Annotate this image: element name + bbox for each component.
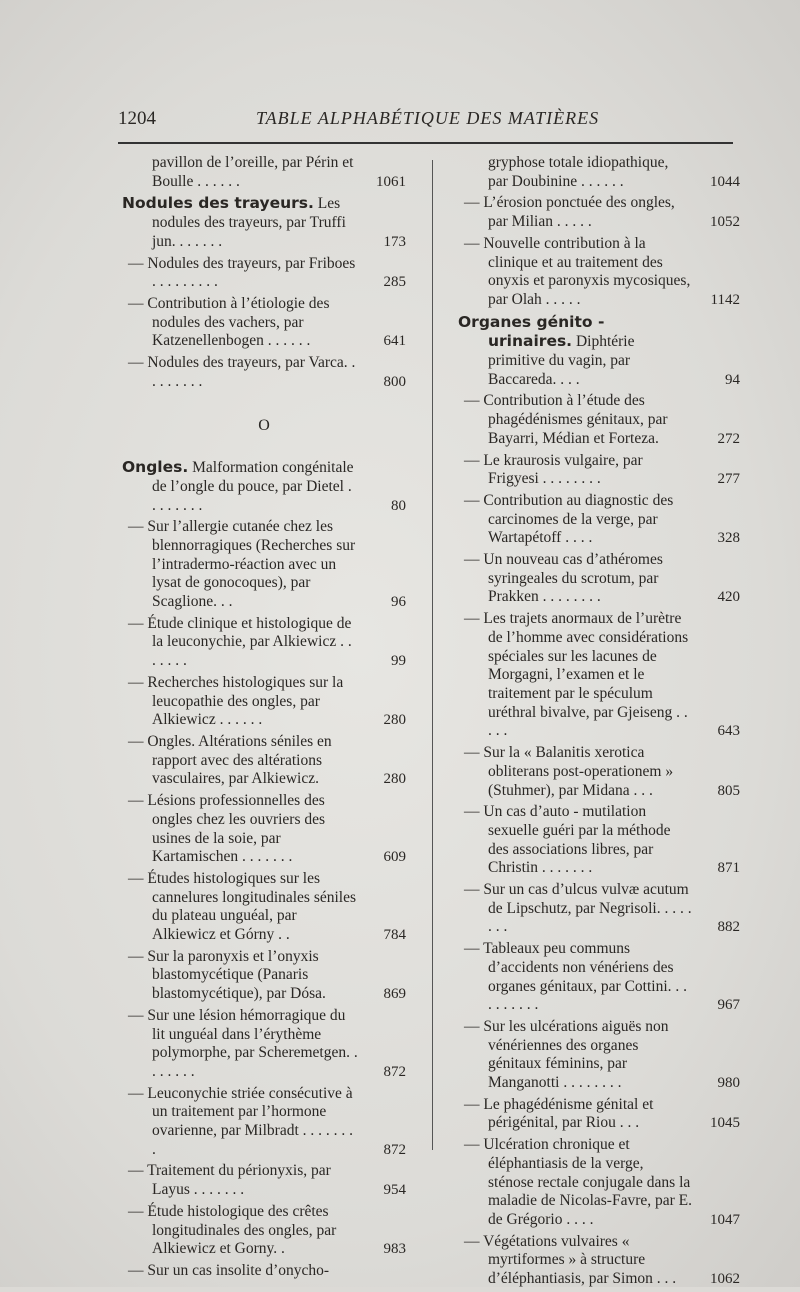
entry-text: Malformation congénitale de l’ongle du pouce, par Dietel . . . . . . . .	[152, 459, 354, 514]
section-letter: O	[258, 417, 270, 435]
index-entry	[458, 392, 740, 448]
index-entry	[122, 674, 406, 730]
entry-text: — Ulcération chronique et éléphantiasis de la verge, sténose rectale conjugale dans la maladie de Nicolas-Favre, par E. de Grégorio . . . .	[464, 1136, 692, 1228]
entry-text: — Ongles. Altérations séniles en rapport avec des altérations vasculaires, par Alkiewicz.	[128, 732, 332, 788]
page-reference: 954	[383, 1182, 406, 1199]
index-entry	[122, 154, 406, 191]
page-reference: 99	[391, 653, 406, 670]
index-headword-entry	[458, 313, 740, 390]
index-entry	[458, 1018, 740, 1093]
index-entry	[458, 551, 740, 607]
entry-text: — Recherches histologiques sur la leucopathie des ongles, par Alkiewicz . . . . . .	[128, 673, 344, 729]
left-column	[122, 154, 406, 1284]
page-reference: 805	[717, 782, 740, 799]
page-reference: 641	[383, 333, 406, 350]
entry-text: — Sur les ulcérations aiguës non vénériennes des organes génitaux féminins, par Manganotti . . . . . . . .	[464, 1017, 669, 1092]
page-reference: 1061	[376, 173, 406, 190]
page-reference: 1142	[710, 291, 740, 308]
entry-text: — Sur l’allergie cutanée chez les blennorragiques (Recherches sur l’intradermo-réaction avec un lysat de gonocoques), par Scaglione. . .	[128, 518, 356, 611]
index-headword: Organes génito - urinaires.	[458, 312, 605, 351]
page-reference: 980	[717, 1075, 740, 1092]
entry-text: — Le kraurosis vulgaire, par Frigyesi . . . . . . . .	[464, 451, 643, 488]
page-reference: 872	[383, 1141, 406, 1158]
entry-text: — Sur un cas insolite d’onycho-	[128, 1261, 330, 1279]
entry-text: — Sur une lésion hémorragique du lit unguéal dans l’érythème polymorphe, par Scheremetgen. . . . . . . .	[128, 1006, 358, 1080]
entry-text: — Végétations vulvaires « myrtiformes » à structure d’éléphantiasis, par Simon . . .	[464, 1232, 677, 1288]
header-rule	[118, 142, 733, 144]
right-column	[458, 154, 740, 1292]
entry-text: — Contribution à l’étude des phagédénismes génitaux, par Bayarri, Médian et Forteza.	[464, 392, 668, 447]
page-reference: 869	[383, 986, 406, 1003]
index-entry	[122, 1262, 406, 1281]
index-entry	[122, 354, 406, 391]
running-title: TABLE ALPHABÉTIQUE DES MATIÈRES	[256, 108, 600, 128]
entry-text: gryphose totale idiopathique, par Doubinine . . . . . .	[488, 154, 669, 190]
index-entry	[458, 610, 740, 741]
entry-text: — Traitement du périonyxis, par Layus . . . . . . .	[128, 1162, 331, 1199]
page-reference: 882	[717, 919, 740, 936]
entry-text: pavillon de l’oreille, par Périn et Boulle . . . . . .	[152, 154, 354, 190]
page-reference: 173	[383, 233, 406, 250]
page-reference: 1044	[710, 173, 740, 190]
entry-text: — Étude histologique des crêtes longitudinales des ongles, par Alkiewicz et Gorny. .	[128, 1202, 337, 1258]
page-reference: 280	[383, 712, 406, 729]
index-entry	[458, 940, 740, 1015]
column-divider	[432, 160, 433, 1150]
page-reference: 94	[725, 371, 740, 388]
page-reference: 784	[383, 927, 406, 944]
index-entry	[458, 492, 740, 548]
entry-text: — Études histologiques sur les cannelures longitudinales séniles du plateau unguéal, par Alkiewicz et Górny . .	[128, 869, 357, 944]
index-headword: Nodules des trayeurs.	[122, 194, 314, 213]
page-reference: 643	[717, 723, 740, 740]
entry-text: — Contribution au diagnostic des carcinomes de la verge, par Wartapétoff . . . .	[464, 491, 674, 547]
entry-text: — Lésions professionnelles des ongles chez les ouvriers des usines de la soie, par Kartamischen . . . . . . .	[128, 792, 326, 866]
index-entry	[122, 255, 406, 292]
index-entry	[458, 235, 740, 310]
index-entry	[122, 295, 406, 351]
entry-text: — Étude clinique et histologique de la leuconychie, par Alkiewicz . . . . . . .	[128, 614, 352, 670]
entry-text: — Sur la « Balanitis xerotica obliterans post-operationem » (Stuhmer), par Midana . . .	[464, 744, 674, 799]
index-entry	[458, 803, 740, 878]
index-entry	[458, 452, 740, 489]
index-entry	[458, 1233, 740, 1289]
page-reference: 1052	[710, 214, 740, 231]
entry-text: — Contribution à l’étiologie des nodules des vachers, par Katzenellenbogen . . . . . .	[128, 294, 330, 350]
entry-text: — Un cas d’auto - mutilation sexuelle guéri par la méthode des associations libres, par Christin . . . . . . .	[464, 803, 671, 877]
index-entry	[122, 1203, 406, 1259]
page-reference: 96	[391, 594, 406, 611]
page-reference: 983	[383, 1241, 406, 1258]
index-entry	[458, 154, 740, 191]
page-reference: 80	[391, 497, 406, 514]
index-entry	[122, 1162, 406, 1199]
index-entry	[458, 881, 740, 937]
page-reference: 1047	[710, 1211, 740, 1228]
entry-text: — Un nouveau cas d’athéromes syringeales du scrotum, par Prakken . . . . . . . .	[464, 551, 663, 606]
index-entry	[458, 744, 740, 800]
index-entry	[122, 870, 406, 945]
page-reference: 280	[383, 771, 406, 788]
index-headword-entry	[122, 458, 406, 515]
page-reference: 328	[717, 530, 740, 547]
page-reference: 285	[383, 274, 406, 291]
index-entry	[458, 194, 740, 231]
page-reference: 420	[717, 589, 740, 606]
index-headword: Ongles.	[122, 458, 189, 477]
page-reference: 871	[717, 860, 740, 877]
index-entry	[122, 1085, 406, 1160]
index-entry	[458, 1096, 740, 1133]
entry-text: — Nodules des trayeurs, par Friboes . . . . . . . . .	[128, 254, 356, 291]
entry-text: — Leuconychie striée consécutive à un traitement par l’hormone ovarienne, par Milbradt . . . . . . . .	[128, 1084, 354, 1158]
index-entry	[122, 1007, 406, 1082]
entry-text: — Nodules des trayeurs, par Varca. . . . . . . . .	[128, 354, 356, 390]
index-entry	[122, 733, 406, 789]
entry-text: — L’érosion ponctuée des ongles, par Milian . . . . .	[464, 194, 675, 231]
page-number: 1204	[118, 108, 156, 129]
entry-text: Diphtérie primitive du vagin, par Baccareda. . . .	[488, 333, 635, 388]
entry-text: — Le phagédénisme génital et périgénital, par Riou . . .	[464, 1095, 654, 1132]
index-entry	[458, 1136, 740, 1230]
page-reference: 967	[717, 997, 740, 1014]
index-entry	[122, 518, 406, 612]
page-reference: 272	[717, 430, 740, 447]
index-headword-entry	[122, 194, 406, 251]
page-reference: 1062	[710, 1271, 740, 1288]
page-reference: 277	[717, 471, 740, 488]
page-reference: 872	[383, 1063, 406, 1080]
entry-text: — Sur un cas d’ulcus vulvæ acutum de Lipschutz, par Negrisoli. . . . . . . .	[464, 881, 692, 936]
page-reference: 800	[383, 373, 406, 390]
entry-text: — Sur la paronyxis et l’onyxis blastomycétique (Panaris blastomycétique), par Dósa.	[128, 947, 326, 1003]
page-reference: 609	[383, 849, 406, 866]
index-entry	[122, 615, 406, 671]
index-entry	[122, 948, 406, 1004]
index-entry	[122, 792, 406, 867]
entry-text: — Nouvelle contribution à la clinique et au traitement des onyxis et paronyxis mycosiques, par Olah . . . . .	[464, 234, 691, 308]
entry-text: — Les trajets anormaux de l’urètre de l’homme avec considérations spéciales sur les lacunes de Morgagni, l’examen et le traitement par le spéculum uréthral bivalve, par Gjeiseng . . . . .	[464, 610, 689, 740]
entry-text: — Tableaux peu communs d’accidents non vénériens des organes génitaux, par Cottini. . . . . . . . . .	[464, 940, 688, 1014]
page-reference: 1045	[710, 1115, 740, 1132]
entry-text: Les nodules des trayeurs, par Truffi jun. . . . . . .	[152, 195, 346, 250]
